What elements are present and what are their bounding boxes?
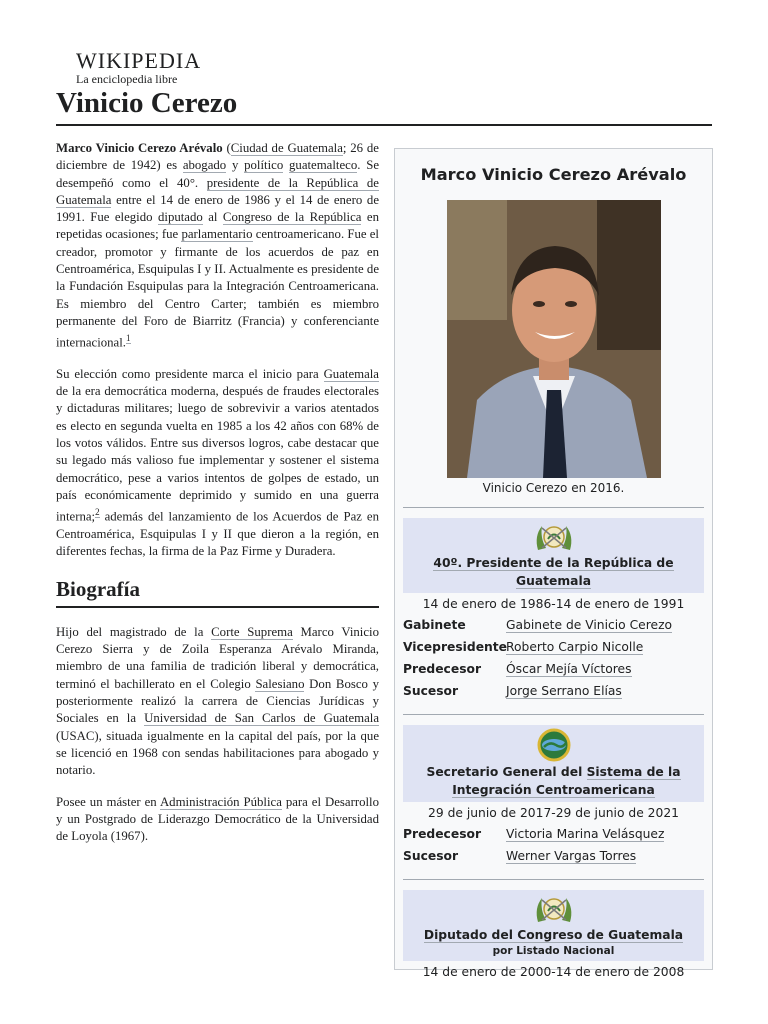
infobox-divider <box>403 714 704 715</box>
text-run: Marco Vinicio Cerezo Sierra y de Zoila Esperanza Arévalo Miranda, miembro de una familia de tradición liberal y democrática, terminó el bachillerato en el Colegio <box>56 624 379 691</box>
infobox-row <box>403 845 704 867</box>
infobox-row <box>403 658 704 680</box>
text-run: de la era democrática moderna, después de fraudes electorales y dictaduras militares; luego de sobrevivir a varios atentados es electo en segunda vuelta en 1985 a los 42 años con 68% de los votos válidos. Entre sus diversos logros, cabe destacar que su legado más valioso fue implementar y sostener el sistema democrático, pese a varios intentos de golpes de estado, un país económicamente deprimido y sumido en una guerra interna; <box>56 384 379 524</box>
infobox-row-value <box>506 680 704 702</box>
text-run: Posee un máster en <box>56 794 160 809</box>
infobox <box>394 148 713 979</box>
infobox-row <box>403 614 704 636</box>
infobox-divider <box>403 879 704 880</box>
infobox-divider <box>403 507 704 508</box>
text-run: al <box>202 210 223 225</box>
infobox-row-label: Predecesor <box>403 662 482 676</box>
infobox-row-value <box>506 845 704 867</box>
logo-wordmark: WIKIPEDIA <box>76 48 202 73</box>
photo-caption: Vinicio Cerezo en 2016. <box>482 481 625 495</box>
inline-link[interactable]: Corte Suprema <box>211 624 293 639</box>
text-run: Su elección como presidente marca el inicio para <box>56 366 324 381</box>
inline-link[interactable]: Administración Pública <box>159 794 282 809</box>
text-run: además del lanzamiento de los Acuerdos de Paz en Centroamérica, Esquipulas I y II que dieron a la región, en diferentes fechas, la firma de la Paz Firme y Duradera. <box>56 509 379 559</box>
infobox-row <box>403 636 704 658</box>
inline-link[interactable]: presidente de la República de Guatemala <box>56 175 379 207</box>
office-subtitle-diputado: por Listado Nacional <box>492 945 615 957</box>
section-heading-biografia: Biografía <box>56 577 140 602</box>
inline-link[interactable]: Universidad de San Carlos de Guatemala <box>144 711 379 726</box>
inline-link[interactable]: diputado <box>157 210 203 225</box>
infobox-row-label: Sucesor <box>403 849 459 863</box>
infobox-row-value <box>506 614 704 636</box>
infobox-row <box>403 680 704 702</box>
infobox-row-value <box>506 658 704 680</box>
office-dates-sica: 29 de junio de 2017-29 de junio de 2021 <box>428 806 679 820</box>
text-run: entre el 14 de enero de 1986 y el 14 de enero de 1991. Fue elegido <box>56 192 379 225</box>
inline-link[interactable]: parlamentario <box>181 227 253 242</box>
inline-link[interactable]: Salesiano <box>255 676 305 691</box>
office-title-diputado[interactable]: Diputado del Congreso de Guatemala <box>423 928 684 942</box>
office-title-presidente[interactable]: 40º. Presidente de la República de Guatemala <box>433 556 674 588</box>
intro-paragraph-1 <box>56 140 379 352</box>
infobox-row-label: Vicepresidente <box>403 640 508 654</box>
bold-text: Marco Vinicio Cerezo Arévalo <box>56 141 223 155</box>
reference-marker[interactable]: 1 <box>126 333 131 344</box>
guatemala-coat-of-arms-icon[interactable] <box>532 520 576 554</box>
inline-link[interactable]: Ciudad de Guatemala <box>230 141 343 155</box>
inline-link[interactable]: abogado <box>182 158 227 173</box>
intro-paragraph-2 <box>56 366 379 561</box>
page-title: Vinicio Cerezo <box>56 87 238 119</box>
reference-marker[interactable]: 2 <box>95 507 100 518</box>
bio-paragraph-2 <box>56 794 379 846</box>
infobox-row-link[interactable]: Victoria Marina Velásquez <box>506 827 665 841</box>
guatemala-coat-of-arms-icon[interactable] <box>532 892 576 926</box>
inline-link[interactable]: político <box>244 158 284 173</box>
portrait-illustration <box>447 200 661 478</box>
text-run: Don Bosco y posteriormente realizó la carrera de Ciencias Jurídicas y Sociales en la <box>56 676 379 726</box>
infobox-row-label: Predecesor <box>403 827 482 841</box>
infobox-row-link[interactable]: Roberto Carpio Nicolle <box>506 640 644 654</box>
text-run: y <box>226 158 245 173</box>
office-dates-diputado: 14 de enero de 2000-14 de enero de 2008 <box>422 965 685 979</box>
infobox-title: Marco Vinicio Cerezo Arévalo <box>420 165 687 184</box>
portrait-photo[interactable] <box>447 200 661 478</box>
text-run: ( <box>222 141 231 155</box>
infobox-row-link[interactable]: Gabinete de Vinicio Cerezo <box>506 618 673 632</box>
title-divider <box>56 124 712 126</box>
office-title-sica-prefix: Secretario General del <box>426 765 587 779</box>
inline-link[interactable]: guatemalteco <box>289 158 358 173</box>
text-run: centroamericano. Fue el creador, promotor y firmante de los acuerdos de paz en Centroamérica, Esquipulas I y II. Actualmente es presidente de la Fundación Esquipulas para la Integración Centroamericana. Es miembro del Centro Carter; también es miembro permanente del Foro de Biarritz (Francia) y conferenciante internacional. <box>56 227 379 350</box>
section-divider <box>56 606 379 608</box>
office-header-sica <box>403 725 704 802</box>
office-header-diputado <box>403 890 704 961</box>
infobox-row-link[interactable]: Óscar Mejía Víctores <box>506 662 632 676</box>
office-rows-sica <box>395 823 712 867</box>
text-run: para el Desarrollo y un Postgrado de Liderazgo Democrático de la Universidad de Loyola (1967). <box>56 794 379 844</box>
sica-emblem-icon[interactable] <box>534 727 574 763</box>
inline-link[interactable]: Guatemala <box>323 366 379 381</box>
bio-paragraph-1 <box>56 624 379 780</box>
infobox-row-value <box>506 823 704 845</box>
infobox-row-link[interactable]: Werner Vargas Torres <box>506 849 637 863</box>
text-run: Hijo del magistrado de la <box>56 624 212 639</box>
text-run: ; 26 de diciembre de 1942) es <box>56 141 379 173</box>
infobox-row <box>403 823 704 845</box>
infobox-row-link[interactable]: Jorge Serrano Elías <box>506 684 622 698</box>
infobox-row-label: Sucesor <box>403 684 459 698</box>
text-run: (USAC), situada igualmente en la capital del país, por la que se licenció en 1968 con sendas habilitaciones para abogado y notario. <box>56 728 379 778</box>
logo-tagline: La enciclopedia libre <box>76 72 178 86</box>
infobox-row-label: Gabinete <box>403 618 466 632</box>
wikipedia-logo[interactable] <box>76 50 201 87</box>
office-rows-presidente <box>395 614 712 702</box>
office-title-sica-link[interactable]: Sistema de la Integración Centroamericana <box>452 765 681 797</box>
office-header-presidente <box>403 518 704 593</box>
text-run: . Se desempeñó como el 40°. <box>56 158 379 190</box>
infobox-row-value <box>506 636 704 658</box>
office-dates-presidente: 14 de enero de 1986-14 de enero de 1991 <box>422 597 685 611</box>
inline-link[interactable]: Congreso de la República <box>222 210 362 225</box>
text-run: en repetidas ocasiones; fue <box>56 210 380 242</box>
article-body <box>56 140 379 859</box>
